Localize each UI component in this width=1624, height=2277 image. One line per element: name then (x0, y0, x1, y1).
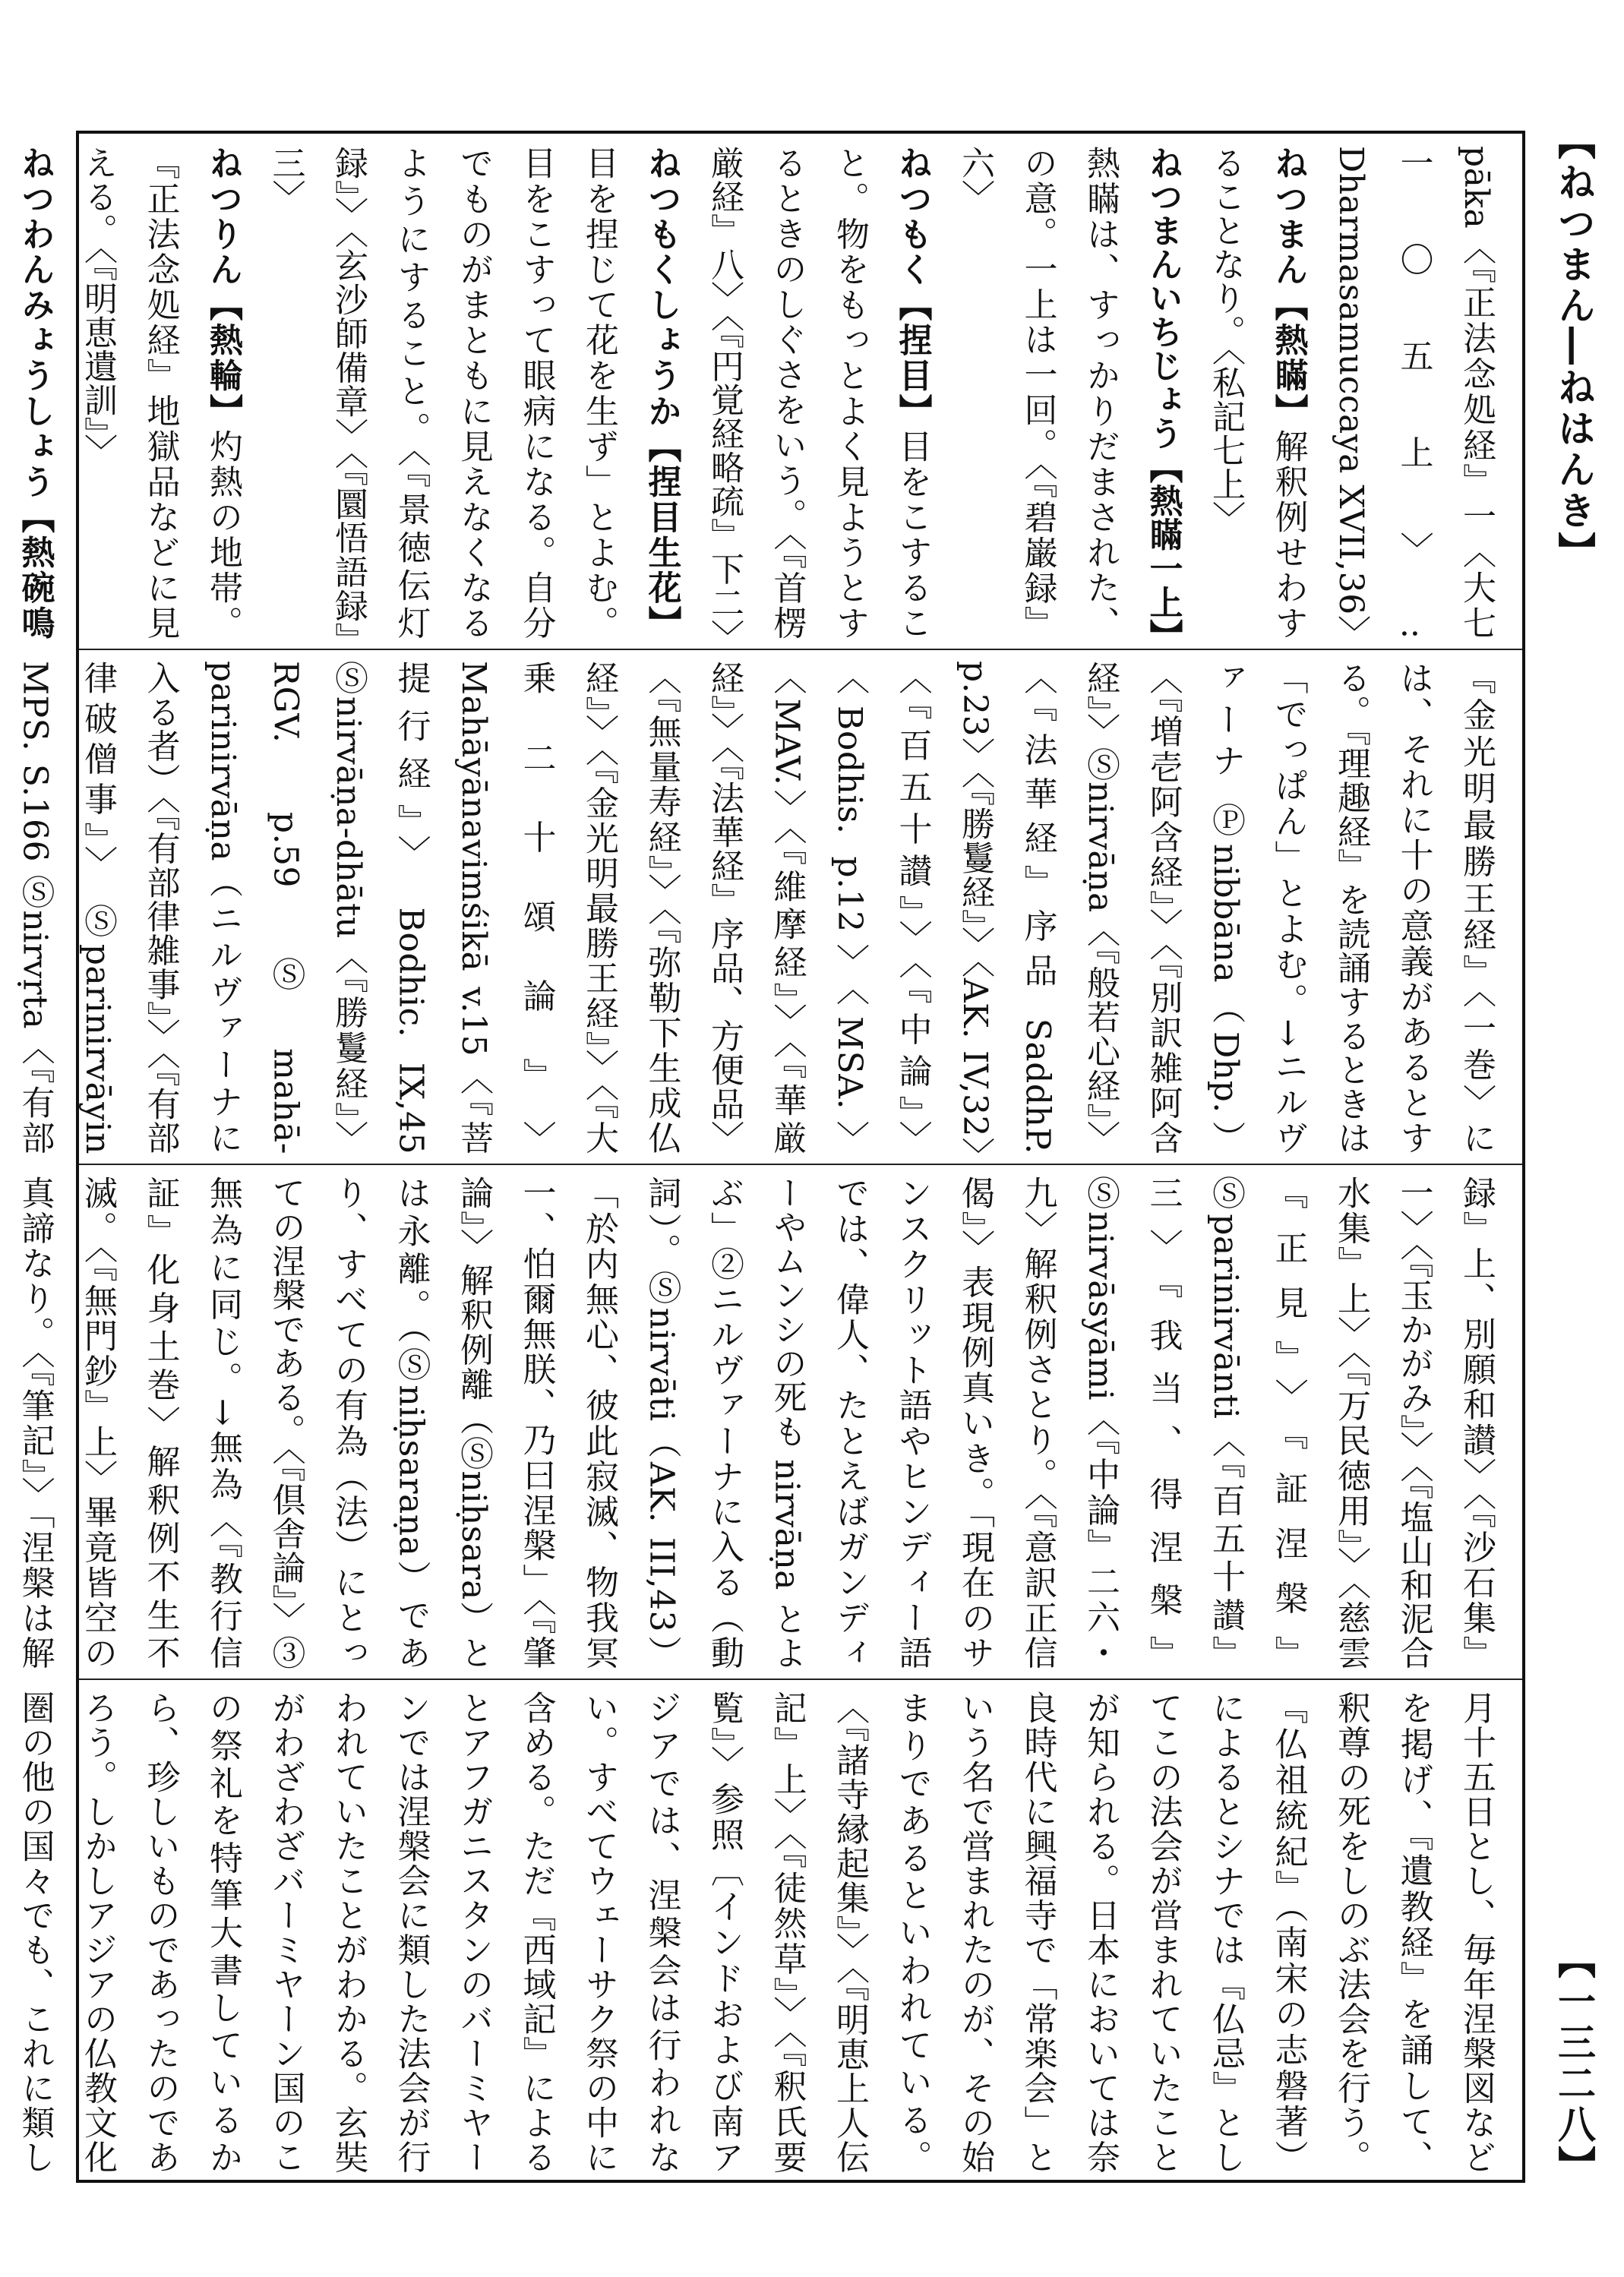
dictionary-tier-4 (15, 1691, 1507, 2174)
running-head: 【ねつまん―ねはんき】 (1552, 122, 1596, 573)
tier-divider (79, 1164, 1522, 1165)
dictionary-entry (0, 146, 66, 640)
entry-headword: ねつまんいちじょう【熱瞞一上】 (1143, 146, 1183, 653)
dictionary-page-frame (15, 131, 1525, 2183)
dictionary-tier-1 (15, 146, 1507, 653)
entry-continuation (0, 661, 1507, 1154)
entry-headword: ねつまん【熱瞞】 (1269, 146, 1308, 429)
dictionary-entry (254, 146, 693, 640)
entry-headword: ねつりん【熱輪】 (204, 146, 242, 429)
dictionary-entry (943, 146, 1194, 653)
entry-continuation (1319, 146, 1508, 649)
dictionary-entry (1194, 146, 1319, 640)
entry-definition: 目を捏じて花を生ず」とよむ。目をこすって眼病になる。自分でものがまともに見えなくなるようにすること。〈『景徳伝灯録』〉〈玄沙師備章〉〈『圜悟語録』三〉 (266, 146, 618, 640)
entry-headword: ねつわんみょうしょう【熱碗鳴 (15, 146, 55, 640)
entry-definition: 録』上、別願和讃〉〈『沙石集』一〉〈『玉かがみ』〉〈『塩山和泥合水集』上〉〈『万民徳用』〉〈慈雲『正見』〉『証涅槃』Ⓢparinirvānti〈『百五十讃』三〉『我当、得涅槃』Ⓢnirvāsyāmi〈『中論』二六・九〉解釈例さとり。〈『意訳正信偈』〉表現例真いき。「現在のサンスクリット語やヒンディー語では、偉人、たとえばガンディーやムンシの死も nirvāṇa とよぶ」②ニルヴァーナに入る（動詞）。Ⓢnirvāti（AK. III,43）「於内無心、彼此寂滅、物我冥一、怕爾無朕、乃曰涅槃」〈『肇論』〉解釈例離（Ⓢniḥsara）とは永離。（Ⓢniḥsaraṇa）であり、すべての有為（法）にとっての涅槃である。〈『倶舎論』〉③無為に同じ。→無為〈『教行信証』化身土巻〉解釈例不生不滅。〈『無門鈔』上〉畢竟皆空の真諦なり。〈『筆記』〉「涅槃は解 (15, 1176, 1496, 1669)
entry-definition: 『金光明最勝王経』〈一巻〉には、それに十の意義があるとする。『理趣経』を読誦するときは「でっぱん」とよむ。→ニルヴァーナ Ⓟnibbāna（Dhp.）〈『増壱阿含経』〉〈『別訳雑阿含経』〉Ⓢnirvāṇa〈『般若心経』〉〈『法華経』序品 SaddhP. p.23〉〈『勝鬘経』〉〈AK. IV,32〉〈『百五十讃』〉〈『中論』〉〈Bodhis. p.12〉〈MSA.〉〈MAV.〉〈『維摩経』〉〈『華厳経』〉〈『法華経』序品、方便品〉〈『無量寿経』〉〈『弥勒下生成仏経』〉〈『金光明最勝王経』〉〈『大乗二十頌論』〉 Mahāyānavimśikā v.15〈『菩提行経』〉 Bodhic. IX,45 Ⓢnirvāṇa-dhātu〈『勝鬘経』〉 RGV. p.59 Ⓢmahā-parinirvāṇa（ニルヴァーナに入る者）〈『有部律雑事』〉〈『有部律破僧事』〉 Ⓢparinirvāyin MPS. S.166 Ⓢnirvṛta〈『有部 (15, 661, 1496, 1154)
entry-definition: 解釈例せわすることなり。〈私記七上〉 (1206, 146, 1308, 640)
page-number: 【一三二八】 (1552, 1941, 1596, 2187)
dictionary-entry (693, 146, 943, 653)
entry-definition: 熱瞞は、すっかりだまされた、の意。一上は一回。〈『碧巌録』六〉 (956, 146, 1120, 640)
dictionary-tier-2 (15, 661, 1507, 1154)
dictionary-entry (66, 146, 254, 640)
entry-continuation (0, 1176, 1507, 1669)
entry-definition: 月十五日とし、毎年涅槃図などを掲げ、『遺教経』を誦して、釈尊の死をしのぶ法会を行う。『仏祖統紀』（南宋の志磐著）によるとシナでは『仏忌』としてこの法会が営まれていたことが知られる。日本においては奈良時代に興福寺で「常楽会」という名で営まれたのが、その始まりであるといわれている。〈『諸寺縁起集』〉〈『明恵上人伝記』上〉〈『徒然草』〉〈『釈氏要覧』〉参照〔インドおよび南アジアでは、涅槃会は行われない。すべてウェーサク祭の中に含める。ただ『西域記』によるとアフガニスタンのバーミヤーンでは涅槃会に類した法会が行われていたことがわかる。玄奘がわざわざバーミヤーン国のこの祭礼を特筆大書しているから、珍しいものであったのであろう。しかしアジアの仏教文化圏の他の国々でも、これに類し (15, 1691, 1496, 2174)
entry-definition: pāka〈『正法念処経』一〈大七一〇五上〉: Dharmasamuccaya XVII,36〉 (1332, 146, 1496, 649)
entry-headword: ねつもくしょうか【捏目生花】 (642, 146, 681, 640)
dictionary-tier-3 (15, 1176, 1507, 1669)
tier-divider (79, 1679, 1522, 1680)
entry-headword: ねつもく【捏目】 (893, 146, 932, 429)
entry-definition: 灼熱の地帯。『正法念処経』地獄品などに見える。〈『明恵遺訓』〉 (78, 146, 242, 640)
entry-continuation (0, 1691, 1507, 2174)
entry-definition: 目をこすること。物をもっとよく見ようとするときのしぐさをいう。〈『首楞厳経』八〉〈『円覚経略疏』下二〉 (705, 146, 932, 653)
tier-divider (79, 649, 1522, 650)
